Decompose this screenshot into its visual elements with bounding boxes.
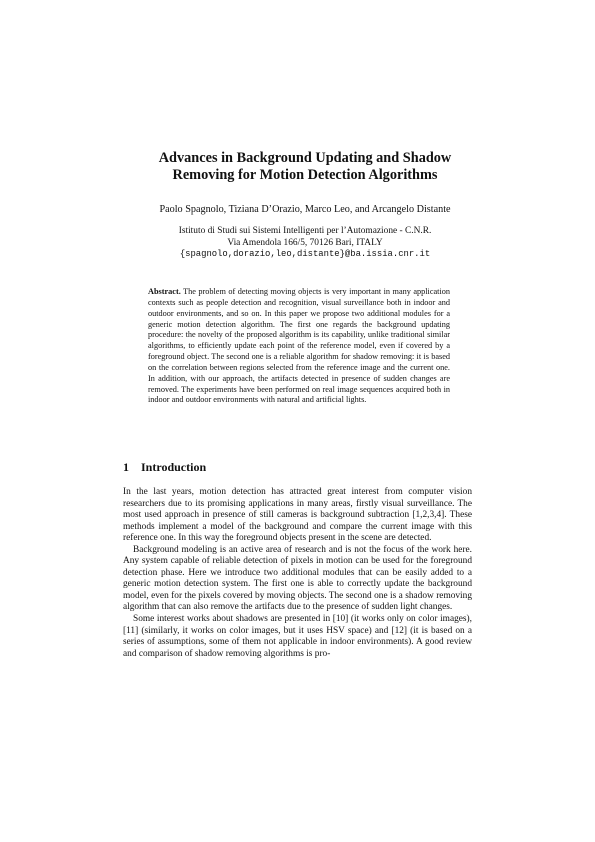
abstract-text: The problem of detecting moving objects is very important in many application contexts such as people detection and recognition, visual surveillance both in indoor and outdoor environments, and so on. In this paper we propose two additional modules for a generic motion detection algorithm. The first one regards the background updating procedure: the novelty of the proposed algorithm is its capability, unlike traditional similar algorithms, to efficiently update each point of the reference model, even if covered by a foreground object. The second one is a reliable algorithm for shadow removing: it is based on the correlation between regions selected from the reference image and the current one. In addition, with our approach, the artifacts detected in presence of sudden changes are removed. The experiments have been performed on real image sequences acquired both in indoor and outdoor environments with natural and artificial lights. [148, 287, 450, 405]
affiliation-line: Via Amendola 166/5, 70126 Bari, ITALY [227, 237, 383, 248]
body-paragraph: Some interest works about shadows are presented in [10] (it works only on color images), [11] (similarly, it works on color images, but it uses HSV space) and [12] (it is based on a series of assumptions, some of them not applicable in indoor environments). A good review and comparison of shadow removing algorithms is pro- [123, 614, 472, 659]
body-paragraph: Background modeling is an active area of research and is not the focus of the work here. Any system capable of reliable detection of pixels in motion can be used for the foreground detection phase. Here we introduce two additional modules that can be easily added to a generic motion detection system. The first one is able to correctly update the background model, even for the pixels covered by moving objects. The second one is a shadow removing algorithm that can also remove the artifacts due to the presence of sudden light changes. [123, 544, 472, 613]
section-title: Introduction [141, 460, 207, 474]
affiliation [100, 226, 510, 261]
title-line: Advances in Background Updating and Shadow [158, 150, 452, 166]
author-list: Paolo Spagnolo, Tiziana D’Orazio, Marco Leo, and Arcangelo Distante [159, 204, 451, 215]
section-body [123, 487, 472, 660]
title-line: Removing for Motion Detection Algorithms [172, 167, 438, 183]
section-heading [123, 460, 206, 474]
affiliation-line: Istituto di Studi sui Sistemi Intelligenti per l’Automazione - C.N.R. [178, 226, 432, 236]
abstract [148, 287, 450, 406]
author-emails: {spagnolo,dorazio,leo,distante}@ba.issia.cnr.it [179, 249, 431, 260]
section-number: 1 [123, 460, 129, 474]
abstract-label: Abstract. [148, 287, 181, 296]
paper-title [100, 150, 510, 184]
body-paragraph: In the last years, motion detection has attracted great interest from computer vision researchers due to its promising applications in many areas, firstly visual surveillance. The most used approach in presence of still cameras is background subtraction [1,2,3,4]. These methods implement a model of the background and compare the current image with this reference one. In this way the foreground objects present in the scene are detected. [123, 487, 472, 544]
